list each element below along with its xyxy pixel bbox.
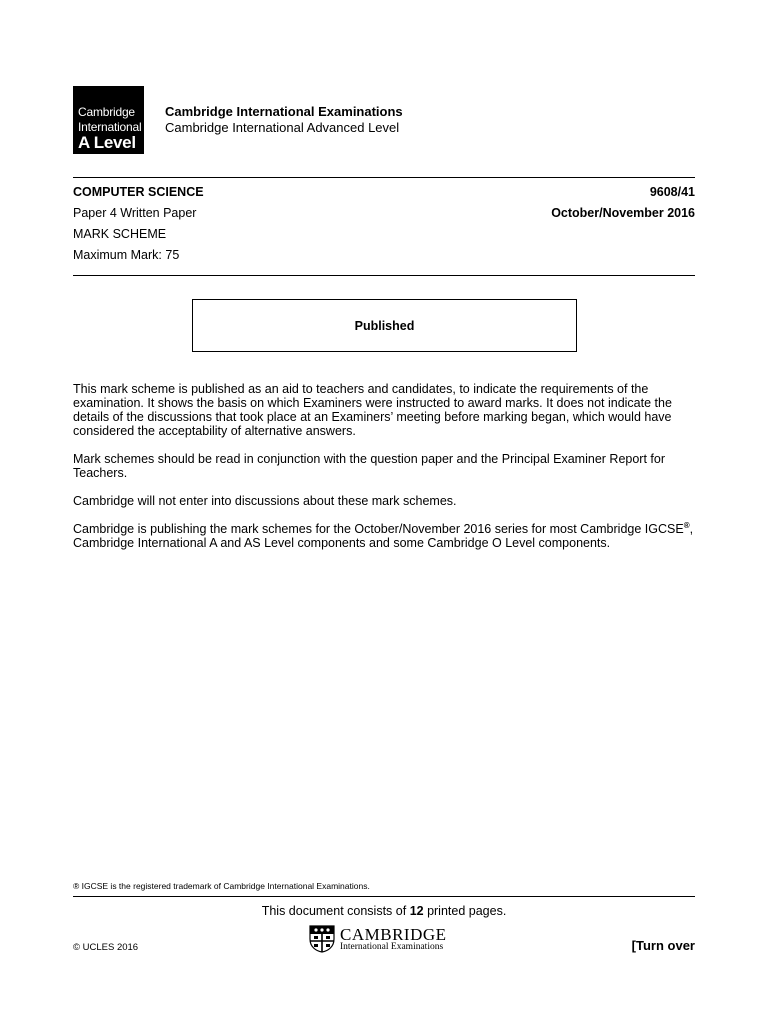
turn-over: [Turn over bbox=[631, 938, 695, 953]
paper-title: Paper 4 Written Paper bbox=[73, 206, 197, 220]
page-count-statement bbox=[0, 904, 768, 918]
registered-mark: ® bbox=[683, 520, 690, 530]
paragraph-4-start: Cambridge is publishing the mark schemes for the October/November 2016 series for most Cambridge IGCSE bbox=[73, 522, 684, 536]
trademark-note: ® IGCSE is the registered trademark of Cambridge International Examinations. bbox=[73, 881, 370, 891]
published-label: Published bbox=[354, 318, 415, 333]
paragraph-3: Cambridge will not enter into discussions about these mark schemes. bbox=[73, 494, 457, 508]
paragraph-2: Mark schemes should be read in conjunction with the question paper and the Principal Examiner Report for Teachers. bbox=[73, 452, 665, 480]
publishing-paragraph bbox=[73, 522, 698, 550]
cambridge-wordmark: CAMBRIDGE bbox=[340, 925, 447, 944]
paragraph-1: This mark scheme is published as an aid to teachers and candidates, to indicate the requirements of the examination. It shows the basis on which Examiners were instructed to award marks. It does not indicate the details of the discussions that took place at an Examiners’ meeting before marking began, which would have considered the acceptability of alternative answers. bbox=[73, 382, 672, 438]
paragraph-4-end: , Cambridge International A and AS Level components and some Cambridge O Level components. bbox=[73, 522, 694, 550]
maximum-mark: Maximum Mark: 75 bbox=[73, 248, 180, 262]
cambridge-logo bbox=[309, 925, 464, 955]
intro-paragraph bbox=[73, 382, 698, 438]
divider-middle bbox=[73, 275, 695, 276]
page-count: 12 bbox=[409, 904, 424, 918]
paragraph-4 bbox=[73, 522, 698, 550]
consists-prefix: This document consists of bbox=[261, 904, 410, 918]
copyright: © UCLES 2016 bbox=[73, 942, 139, 953]
conjunction-paragraph bbox=[73, 452, 698, 480]
cambridge-crest-icon bbox=[309, 925, 335, 953]
cambridge-subline: International Examinations bbox=[340, 942, 444, 952]
organisation-name: Cambridge International Examinations bbox=[165, 104, 403, 119]
qualification-name: Cambridge International Advanced Level bbox=[165, 120, 400, 135]
divider-top bbox=[73, 177, 695, 178]
paper-code: 9608/41 bbox=[649, 185, 695, 199]
logo-line-1: Cambridge bbox=[78, 105, 135, 119]
logo-line-3: A Level bbox=[78, 133, 136, 152]
document-type: MARK SCHEME bbox=[73, 227, 167, 241]
consists-suffix: printed pages. bbox=[423, 904, 507, 918]
published-status-box bbox=[192, 299, 577, 352]
a-level-logo bbox=[73, 86, 144, 154]
discussion-paragraph bbox=[73, 494, 698, 508]
session: October/November 2016 bbox=[551, 206, 695, 220]
divider-footer bbox=[73, 896, 695, 897]
subject: COMPUTER SCIENCE bbox=[73, 185, 204, 199]
logo-line-2: International bbox=[78, 120, 142, 134]
